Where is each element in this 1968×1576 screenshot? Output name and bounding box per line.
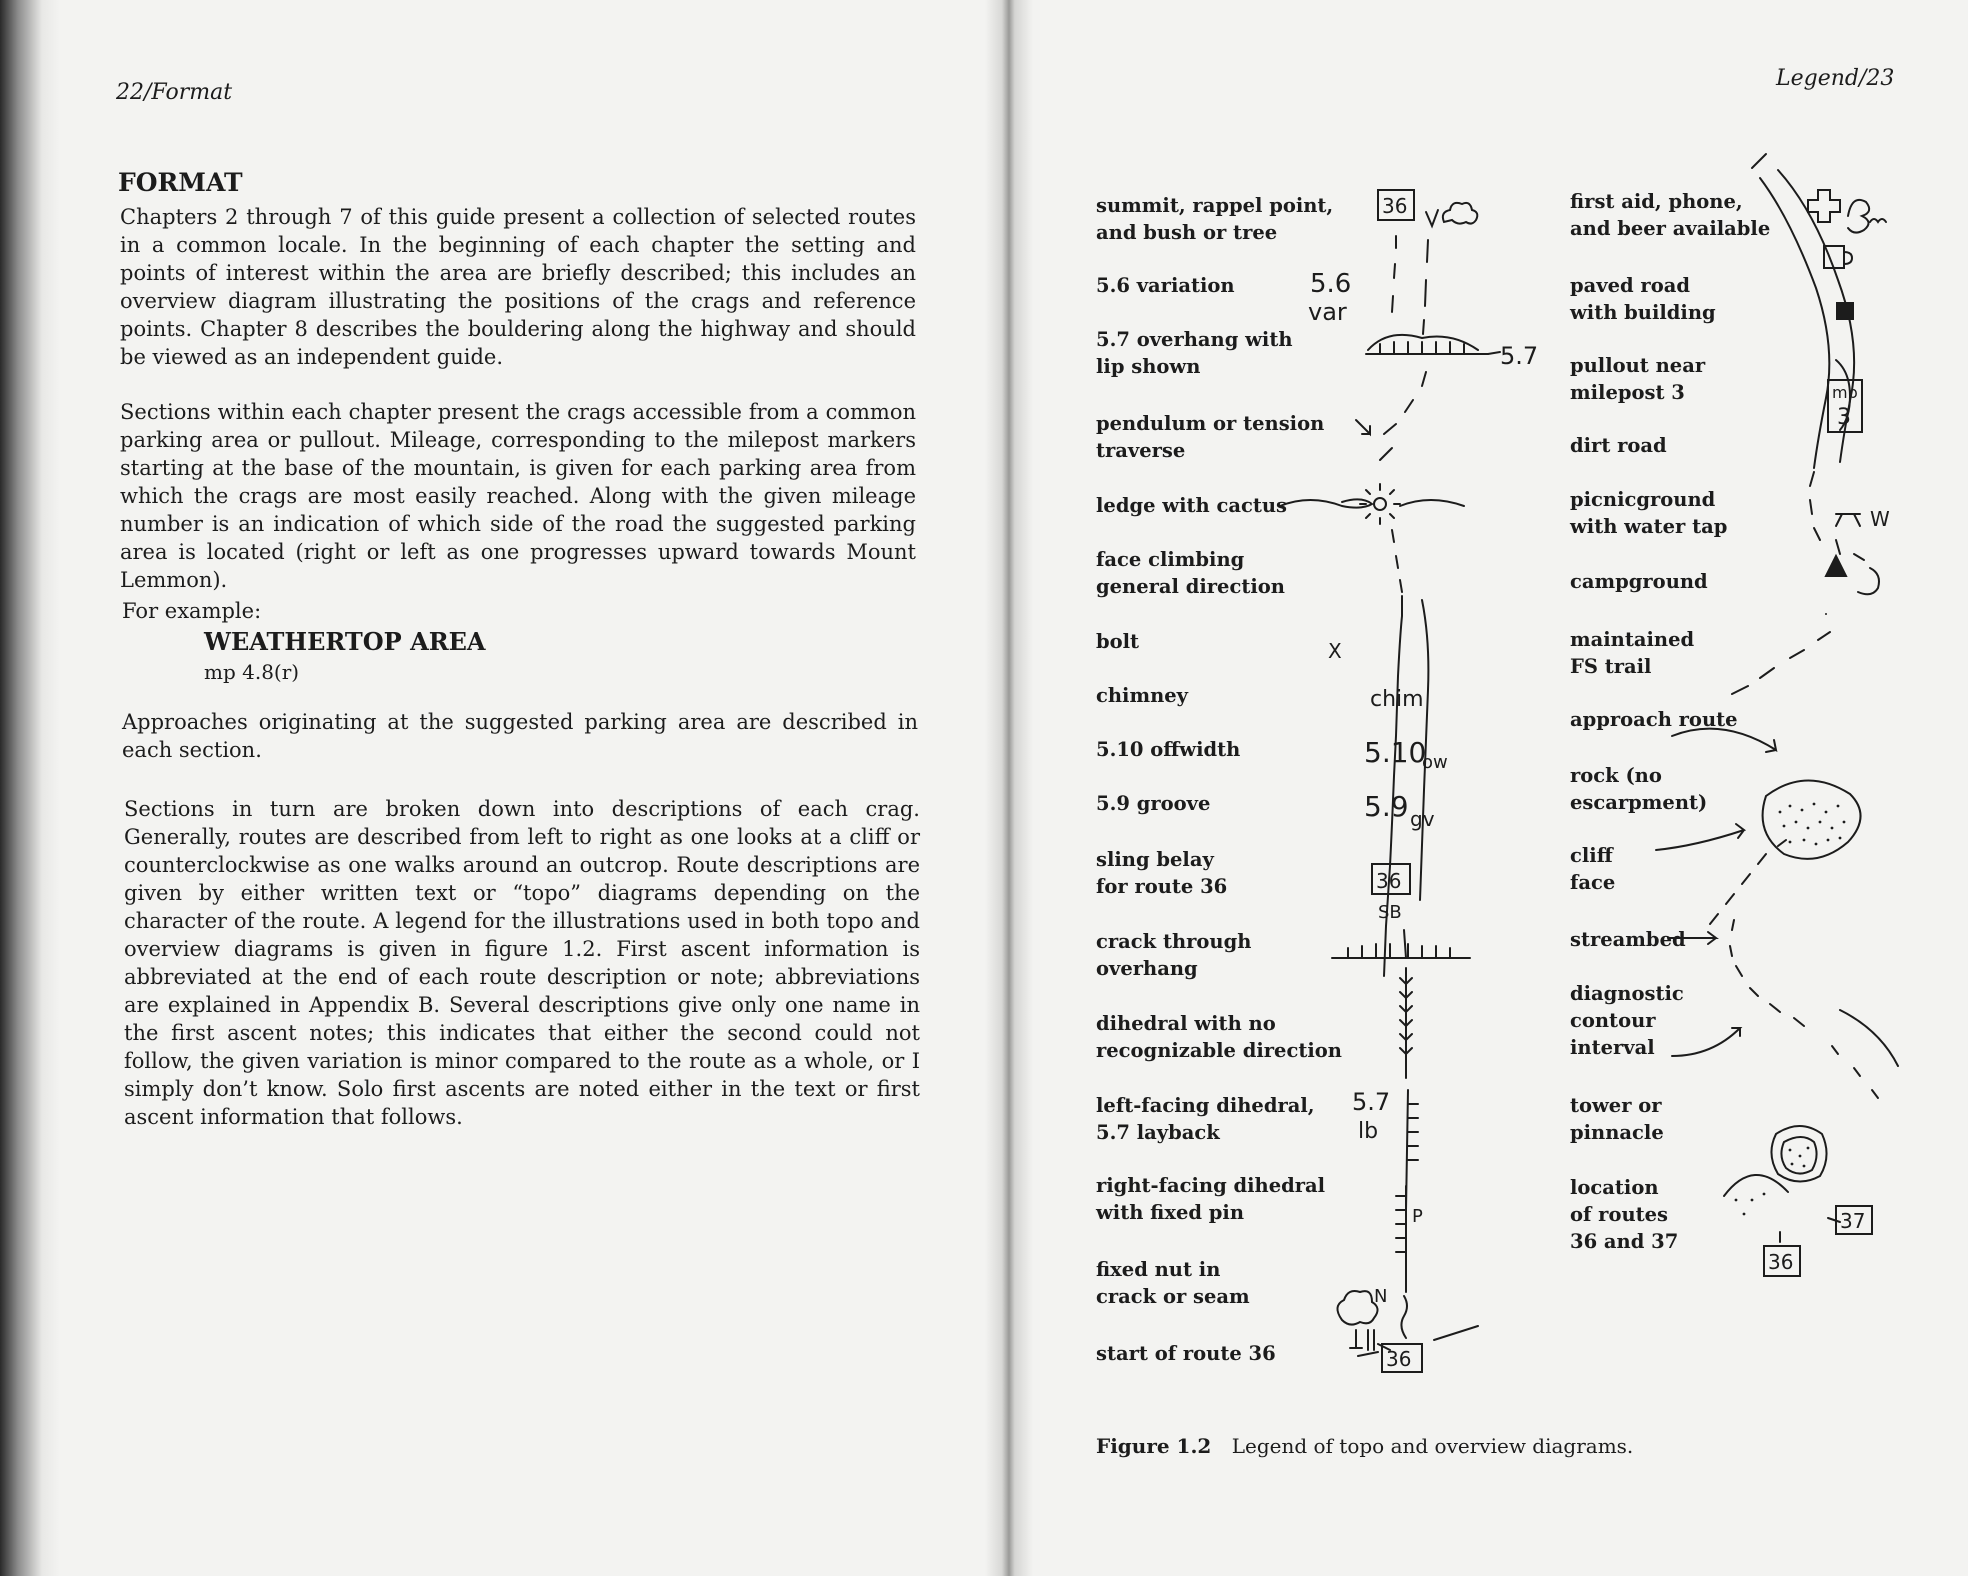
legend-label-line: overhang xyxy=(1096,957,1198,980)
phone-icon xyxy=(1848,200,1869,233)
bush-icon xyxy=(1443,203,1477,224)
pin-label: P xyxy=(1412,1206,1423,1227)
bolt-mark: X xyxy=(1328,639,1342,663)
legend-label-line: general direction xyxy=(1096,575,1285,598)
legend-label-line: 5.6 variation xyxy=(1096,274,1235,297)
beer-mug-icon xyxy=(1824,246,1852,268)
legend-label-line: chimney xyxy=(1096,684,1189,707)
cliff-face-marks xyxy=(1710,840,1786,924)
layback-label: lb xyxy=(1358,1119,1379,1144)
milepost-label: mp xyxy=(1832,383,1858,402)
paragraph-text: Chapters 2 through 7 of this guide present a collection of selected routes in a common locale. In the beginning of each chapter the setting and points of interest within the area are briefly described; this includes an overview diagram illustrating the positions of the crags and reference points. Chapter 8 describes the bouldering along the highway and should be viewed as an independent guide. xyxy=(120,205,916,369)
legend-label-line: paved road xyxy=(1570,274,1690,297)
legend-label-line: contour xyxy=(1570,1009,1656,1032)
running-header-right: Legend/23 xyxy=(1776,66,1895,91)
legend-label-line: first aid, phone, xyxy=(1570,190,1743,213)
summit-route-number: 36 xyxy=(1382,194,1408,218)
route-pointers xyxy=(1780,1218,1840,1242)
legend-label-line: cliff xyxy=(1570,844,1613,867)
variation-grade: 5.6 xyxy=(1310,269,1352,299)
groove-suffix: gv xyxy=(1410,807,1435,831)
streambed-arrow xyxy=(1668,932,1716,944)
overhang-hatching xyxy=(1380,342,1464,354)
legend-label-line: ledge with cactus xyxy=(1096,494,1287,517)
legend-label-line: diagnostic xyxy=(1570,982,1684,1005)
figure-caption xyxy=(1096,1434,1633,1458)
variation-dashes xyxy=(1392,236,1396,312)
legend-label-line: sling belay xyxy=(1096,848,1214,871)
legend-label-line: milepost 3 xyxy=(1570,381,1685,404)
water-tap-label: W xyxy=(1870,507,1890,531)
legend-label-line: right-facing dihedral xyxy=(1096,1174,1326,1197)
example-milepost: mp 4.8(r) xyxy=(204,660,300,684)
tent-icon xyxy=(1826,556,1846,576)
contour-dashes xyxy=(1832,1046,1878,1098)
offwidth-grade: 5.10 xyxy=(1364,736,1427,769)
book-gutter xyxy=(985,0,1033,1576)
route-upper xyxy=(1423,240,1428,334)
legend-label-line: location xyxy=(1570,1176,1659,1199)
topo-route-line xyxy=(1280,190,1500,1372)
left-dihedral-ticks xyxy=(1408,1104,1418,1160)
figure-number: Figure 1.2 xyxy=(1096,1434,1212,1458)
legend-label-line: pullout near xyxy=(1570,354,1706,377)
paragraph-2 xyxy=(120,398,916,594)
legend-label-line: and bush or tree xyxy=(1096,221,1278,244)
streambed-dashes xyxy=(1730,920,1804,1026)
legend-label-line: campground xyxy=(1570,570,1708,593)
overhang-hatching-2 xyxy=(1348,944,1450,958)
face-climb-dashes xyxy=(1392,530,1402,592)
start-route-number: 36 xyxy=(1386,1347,1412,1371)
paragraph-5 xyxy=(124,795,920,1131)
paragraph-3: For example: xyxy=(122,599,262,623)
pendulum-dash xyxy=(1380,448,1392,460)
legend-label-line: FS trail xyxy=(1570,655,1652,678)
legend-label-line: crack through xyxy=(1096,930,1252,953)
pendulum-path xyxy=(1384,372,1426,434)
page-edge-shadow xyxy=(0,0,60,1576)
legend-label-line: escarpment) xyxy=(1570,791,1708,814)
layback-grade: 5.7 xyxy=(1352,1088,1391,1116)
first-aid-icon xyxy=(1808,190,1840,222)
legend-label-line: of routes xyxy=(1570,1203,1669,1226)
legend-label-line: bolt xyxy=(1096,630,1140,653)
paragraph-text: Approaches originating at the suggested parking area are described in each section. xyxy=(122,710,918,762)
legend-label-line: pendulum or tension xyxy=(1096,412,1325,435)
picnic-table-icon xyxy=(1836,514,1860,526)
legend-label-line: 5.10 offwidth xyxy=(1096,738,1241,761)
tree-icon xyxy=(1337,1291,1377,1325)
legend-label-line: face xyxy=(1570,871,1616,894)
legend-label-line: recognizable direction xyxy=(1096,1039,1342,1062)
start-marks xyxy=(1358,1326,1478,1356)
route-37-label: 37 xyxy=(1840,1209,1866,1233)
figure-caption-text: Legend of topo and overview diagrams. xyxy=(1231,1434,1634,1458)
legend-label-line: summit, rappel point, xyxy=(1096,194,1334,217)
chimney-label: chim xyxy=(1370,687,1424,712)
section-heading: FORMAT xyxy=(118,168,243,197)
contour-arrow xyxy=(1672,1028,1740,1056)
legend-label-line: 36 and 37 xyxy=(1570,1230,1679,1253)
legend-label-line: approach route xyxy=(1570,708,1738,731)
legend-label-line: streambed xyxy=(1570,928,1686,951)
filled-symbols xyxy=(1735,302,1854,1215)
legend-label-line: tower or xyxy=(1570,1094,1662,1117)
overhang-leader xyxy=(1488,352,1500,354)
legend-label-line: left-facing dihedral, xyxy=(1096,1094,1315,1117)
rappel-icon xyxy=(1426,210,1438,226)
belay-route-number: 36 xyxy=(1376,869,1402,893)
fs-trail xyxy=(1732,632,1830,694)
right-dihedral-ticks xyxy=(1396,1196,1406,1252)
belay-label: SB xyxy=(1378,902,1402,923)
legend-label-line: 5.7 overhang with xyxy=(1096,328,1293,351)
legend-label-line: pinnacle xyxy=(1570,1121,1664,1144)
legend-label-line: 5.9 groove xyxy=(1096,792,1211,815)
nut-label: N xyxy=(1374,1286,1388,1307)
paragraph-text: Sections within each chapter present the crags accessible from a common parking area or pullout. Mileage, corresponding to the milepost markers starting at the base of the mountain, is given for each parking area from which the crags are most easily reached. Along with the given mileage number is an indication of which side of the road the suggested parking area is located (right or left as one progresses upward towards Mount Lemmon). xyxy=(120,400,916,592)
paragraph-1 xyxy=(120,203,916,371)
dirt-road xyxy=(1810,472,1820,540)
offwidth-suffix: ow xyxy=(1422,752,1448,773)
rock-arrow xyxy=(1672,729,1776,752)
rock-outline xyxy=(1763,780,1861,858)
example-area-name: WEATHERTOP AREA xyxy=(204,627,486,656)
legend-label-line: with building xyxy=(1570,301,1716,324)
pendulum-arrow xyxy=(1356,420,1370,434)
location-arc xyxy=(1724,1175,1788,1196)
paragraph-text: Sections in turn are broken down into descriptions of each crag. Generally, routes are described from left to right as one looks at a cliff or counterclockwise as one walks around an outcrop. Route descriptions are given by either written text or “topo” diagrams depending on the character of the route. A legend for the illustrations used in both topo and overview diagrams is given in figure 1.2. First ascent information is abbreviated at the end of each route description or note; abbreviations are explained in Appendix B. Several descriptions give only one name in the first ascent notes; this indicates that either the second could not follow, the given variation is minor compared to the route as a whole, or I simply don’t know. Solo first ascents are noted either in the text or first ascent information that follows. xyxy=(124,797,920,1129)
road-end xyxy=(1752,154,1766,168)
legend-label-line: dirt road xyxy=(1570,434,1667,457)
cactus-icon xyxy=(1374,498,1386,510)
route-36-label: 36 xyxy=(1768,1250,1794,1274)
cliff-arrow xyxy=(1656,824,1744,850)
ledge-right xyxy=(1400,500,1464,506)
legend-label-line: 5.7 layback xyxy=(1096,1121,1220,1144)
crack-through-overhang xyxy=(1404,930,1406,958)
legend-diagrams xyxy=(1008,0,1968,1576)
right-page xyxy=(1008,0,1968,1576)
legend-label-line: rock (no xyxy=(1570,764,1662,787)
legend-label-line: with water tap xyxy=(1570,515,1728,538)
legend-label-line: maintained xyxy=(1570,628,1695,651)
legend-label-line: lip shown xyxy=(1096,355,1201,378)
variation-label: var xyxy=(1308,298,1347,326)
legend-label-line: with fixed pin xyxy=(1096,1201,1245,1224)
groove-grade: 5.9 xyxy=(1364,790,1409,823)
topo-labels xyxy=(1308,194,1890,1371)
legend-label-line: and beer available xyxy=(1570,217,1771,240)
legend-label-line: crack or seam xyxy=(1096,1285,1250,1308)
overhang-grade: 5.7 xyxy=(1500,342,1539,370)
cactus-spines xyxy=(1360,484,1400,524)
legend-label-line: start of route 36 xyxy=(1096,1342,1276,1365)
legend-label-line: traverse xyxy=(1096,439,1186,462)
legend-label-line: for route 36 xyxy=(1096,875,1228,898)
legend-label-line: dihedral with no xyxy=(1096,1012,1276,1035)
phone-cord xyxy=(1870,219,1886,222)
milepost-number: 3 xyxy=(1837,405,1851,430)
running-header-left: 22/Format xyxy=(116,80,233,105)
legend-label-line: interval xyxy=(1570,1036,1655,1059)
seam-line xyxy=(1401,1296,1407,1338)
paragraph-4 xyxy=(122,708,918,764)
overview-map xyxy=(1656,154,1898,1276)
legend-label-line: picnicground xyxy=(1570,488,1716,511)
ledge-left xyxy=(1280,499,1372,507)
building-icon xyxy=(1836,302,1854,320)
legend-label-line: face climbing xyxy=(1096,548,1245,571)
tree-trunk xyxy=(1350,1330,1362,1348)
contour-line xyxy=(1840,1010,1898,1066)
legend-label-line: fixed nut in xyxy=(1096,1258,1221,1281)
